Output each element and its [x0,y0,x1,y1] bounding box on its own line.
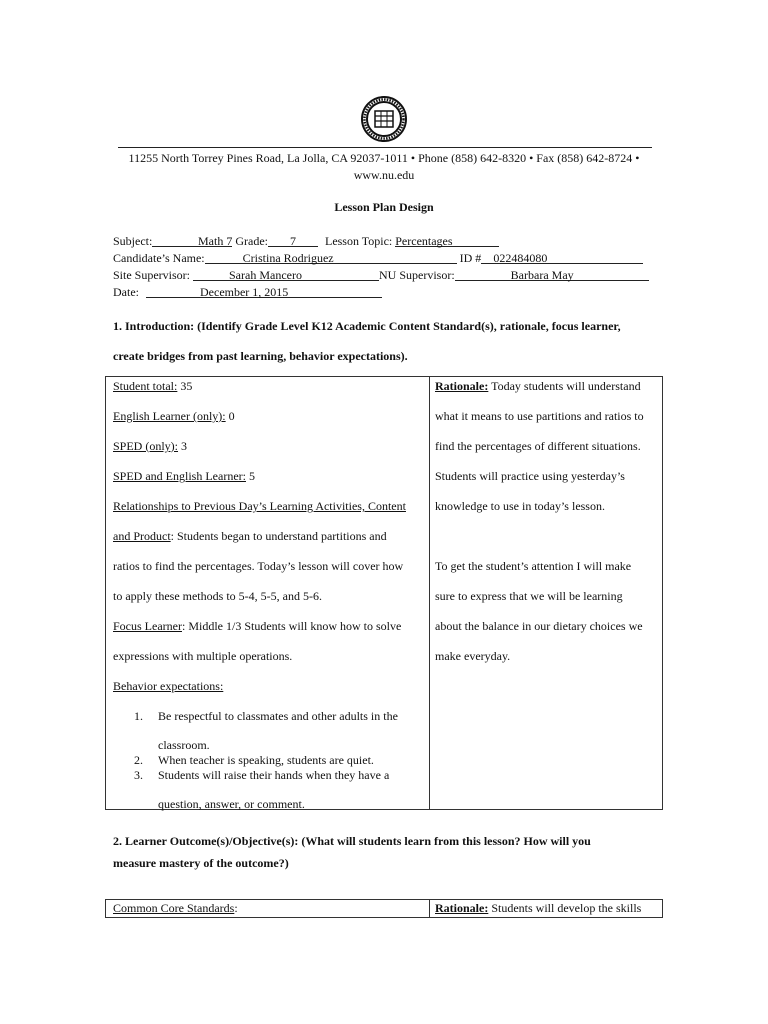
subject-field[interactable]: Math 7 [152,234,232,247]
relationships-text-2: ratios to find the percentages. Today’s lesson will cover how [113,559,404,573]
outcome-rationale-text: Students will develop the skills [488,901,642,915]
behavior-item-2-number: 2. [134,753,143,767]
subject-row [113,234,499,249]
sped-line [113,439,187,454]
outcomes-table [105,899,663,918]
nu-supervisor-label: NU Supervisor: [379,268,455,282]
topic-field[interactable]: Percentages [395,234,499,247]
relationships-line [113,529,387,544]
common-core-colon: : [234,901,238,915]
behavior-item-3-number: 3. [134,768,143,782]
site-supervisor-field[interactable]: Sarah Mancero [193,268,379,281]
behavior-item-1-line-2: classroom. [158,738,210,752]
student-total-label: Student total: [113,379,178,393]
sped-el-label: SPED and English Learner: [113,469,246,483]
site-supervisor-label: Site Supervisor: [113,268,190,282]
rationale-text-1: Today students will understand [488,379,641,393]
section-1-heading-line1: 1. Introduction: (Identify Grade Level K12 Academic Content Standard(s), rationale, focus learner, [113,319,621,333]
page-title: Lesson Plan Design [334,200,434,214]
candidate-label: Candidate’s Name: [113,251,205,265]
introduction-table [105,376,663,810]
rationale-line-4: Students will practice using yesterday’s [435,469,625,483]
focus-learner-label: Focus Learner [113,619,182,633]
focus-learner-line [113,619,401,634]
rationale-line-3: find the percentages of different situations. [435,439,641,453]
introduction-right-cell [430,377,663,810]
topic-label: Lesson Topic: [324,234,393,248]
rationale-line-1 [435,379,641,394]
relationships-text-3: to apply these methods to 5-4, 5-5, and 5-6. [113,589,322,603]
rationale-line-2: what it means to use partitions and ratios to [435,409,644,423]
behavior-item-3-line-1: Students will raise their hands when they have a [158,768,390,782]
attention-line-2: sure to express that we will be learning [435,589,623,603]
behavior-item-3-line-2: question, answer, or comment. [158,797,305,811]
common-core-line [113,901,238,916]
outcome-rationale-line [435,901,641,916]
id-label: ID # [459,251,482,265]
relationships-text-1: : Students began to understand partitions and [170,529,387,543]
grade-field[interactable]: 7 [268,234,318,247]
subject-label: Subject: [113,234,153,248]
address-block [110,150,658,184]
student-total-value: 35 [177,379,193,393]
website-link[interactable]: www.nu.edu [353,168,415,182]
sped-label: SPED (only): [113,439,179,453]
sped-el-line [113,469,255,484]
outcome-rationale-label: Rationale: [435,901,489,915]
candidate-field[interactable]: Cristina Rodriguez [205,251,457,264]
relationships-label: Relationships to Previous Day’s Learning Activities, Content [113,499,406,513]
behavior-expectations-label: Behavior expectations: [113,679,224,693]
rationale-label: Rationale: [435,379,489,393]
rationale-line-5: knowledge to use in today’s lesson. [435,499,605,513]
behavior-item-1-line-1: Be respectful to classmates and other adults in the [158,709,398,723]
common-core-cell [106,900,430,918]
behavior-item-2-line-1: When teacher is speaking, students are quiet. [158,753,374,767]
date-field[interactable]: December 1, 2015 [146,285,382,298]
english-learner-label: English Learner (only): [113,409,226,423]
address-line: 11255 North Torrey Pines Road, La Jolla, CA 92037-1011 • Phone (858) 642-8320 • Fax (858) 642-8724 • [128,151,640,165]
grade-label: Grade: [235,234,268,248]
sped-value: 3 [178,439,188,453]
attention-line-3: about the balance in our dietary choices we [435,619,643,633]
header-divider [118,147,652,148]
date-row [113,285,382,300]
sped-el-value: 5 [245,469,255,483]
nu-supervisor-field[interactable]: Barbara May [455,268,649,281]
date-label: Date: [113,285,139,299]
university-seal-icon [361,96,407,142]
focus-learner-text-1: : Middle 1/3 Students will know how to solve [181,619,402,633]
id-field[interactable]: 022484080 [481,251,643,264]
student-total-line [113,379,192,394]
section-2-heading-line1: 2. Learner Outcome(s)/Objective(s): (What will students learn from this lesson? How will you [113,834,591,848]
section-2-heading-line2: measure mastery of the outcome?) [113,856,289,870]
outcome-rationale-cell [430,900,663,918]
attention-line-4: make everyday. [435,649,511,663]
focus-learner-text-2: expressions with multiple operations. [113,649,293,663]
relationships-label-end: and Product [113,529,171,543]
common-core-label: Common Core Standards [113,901,235,915]
behavior-item-1-number: 1. [134,709,143,723]
english-learner-line [113,409,235,424]
introduction-left-cell [106,377,430,810]
attention-line-1: To get the student’s attention I will make [435,559,632,573]
candidate-row [113,251,643,266]
english-learner-value: 0 [225,409,235,423]
supervisor-row [113,268,649,283]
section-1-heading-line2: create bridges from past learning, behavior expectations). [113,349,408,363]
